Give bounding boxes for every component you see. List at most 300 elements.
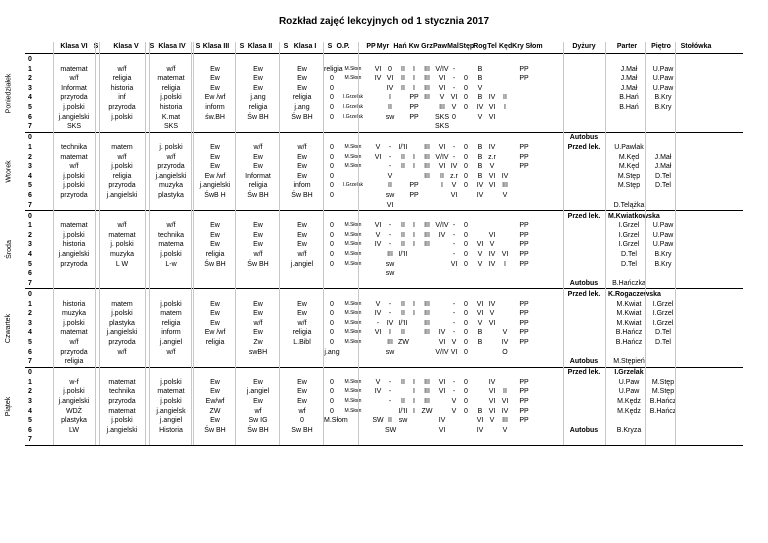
table-cell: [648, 269, 678, 278]
table-cell: [648, 122, 678, 131]
table-cell: 0: [464, 300, 468, 308]
table-cell: PP: [519, 222, 529, 230]
table-cell: B: [477, 75, 483, 83]
table-cell: Sw BH: [291, 426, 313, 434]
table-cell: [372, 103, 384, 112]
table-cell: [516, 103, 532, 112]
header-cell: Klasa II: [247, 43, 273, 50]
table-cell: w/f: [69, 75, 79, 83]
table-cell: w-f: [69, 378, 79, 386]
table-cell: wf: [298, 407, 306, 415]
table-cell: III: [424, 143, 430, 151]
table-cell: [499, 269, 511, 278]
table-cell: [486, 84, 498, 93]
header-cell: Kęd: [499, 43, 513, 50]
table-cell: [55, 212, 93, 221]
table-cell: w/f: [69, 163, 79, 171]
table-cell: [516, 172, 532, 181]
table-cell: 0: [330, 172, 334, 180]
table-cell: [516, 426, 532, 435]
table-cell: 0: [452, 113, 456, 121]
table-cell: [195, 122, 235, 131]
table-cell: B.Hańcz: [649, 407, 677, 415]
table-cell: [499, 122, 511, 131]
lesson-number: 4: [28, 251, 32, 258]
table-cell: [385, 407, 395, 416]
table-cell: IV: [488, 378, 496, 386]
table-cell: -: [452, 84, 456, 92]
table-cell: V: [477, 113, 483, 121]
lesson-number: 6: [28, 270, 32, 278]
header-cell: S: [195, 43, 201, 50]
table-cell: [460, 426, 472, 435]
table-cell: II: [388, 104, 392, 111]
header-cell: S: [283, 43, 289, 50]
table-cell: [195, 269, 235, 278]
lesson-number: 2: [28, 231, 32, 239]
table-cell: [150, 133, 192, 142]
table-cell: Ew: [210, 163, 220, 171]
table-cell: VI: [450, 348, 458, 356]
table-cell: [563, 300, 605, 309]
table-cell: [372, 338, 384, 347]
table-cell: -: [376, 319, 380, 327]
table-cell: -: [388, 241, 392, 249]
table-cell: [281, 435, 323, 444]
table-cell: 0: [464, 251, 468, 258]
table-cell: V/IV: [435, 153, 449, 161]
lesson-number: 5: [28, 104, 32, 111]
table-cell: [338, 279, 368, 288]
table-cell: -: [452, 222, 456, 230]
table-cell: Ew: [210, 378, 220, 386]
table-cell: [195, 201, 235, 210]
table-cell: B: [477, 407, 483, 415]
table-cell: -: [452, 231, 456, 239]
table-cell: [372, 279, 384, 288]
table-cell: [448, 435, 460, 444]
table-cell: [398, 260, 408, 269]
header-cell: Stęp: [459, 43, 475, 50]
table-cell: [421, 426, 433, 435]
table-cell: [372, 113, 384, 122]
table-cell: Ew: [297, 241, 307, 249]
lesson-number: 6: [28, 113, 32, 121]
table-cell: technika: [157, 231, 185, 239]
table-cell: PP: [519, 153, 529, 161]
table-cell: muzyka: [109, 251, 135, 258]
table-cell: [338, 172, 368, 181]
table-cell: [238, 133, 278, 142]
table-cell: I.Grzel: [652, 319, 674, 327]
table-cell: [499, 378, 511, 387]
table-cell: [648, 143, 678, 152]
table-cell: matemat: [60, 65, 88, 73]
table-cell: swBH: [248, 348, 268, 356]
table-cell: [338, 84, 368, 93]
lesson-number: 4: [28, 172, 32, 180]
table-cell: Ew: [253, 329, 263, 337]
column-divider: [95, 42, 96, 445]
table-cell: [563, 309, 605, 318]
table-cell: [338, 435, 368, 444]
table-cell: przyroda: [157, 163, 185, 171]
table-cell: III: [387, 251, 393, 258]
table-cell: D.Tel: [621, 260, 637, 268]
table-cell: [150, 368, 192, 377]
table-cell: VI: [501, 251, 509, 258]
table-cell: [55, 55, 93, 64]
table-cell: M.Słom: [344, 143, 362, 150]
table-cell: 0: [464, 310, 468, 318]
table-cell: Św BH: [204, 260, 226, 268]
table-cell: [372, 407, 384, 416]
table-cell: Ew /wf: [204, 172, 226, 180]
table-cell: Ew: [297, 163, 307, 171]
table-cell: [101, 133, 143, 142]
table-cell: [385, 55, 395, 64]
table-cell: historia: [159, 104, 183, 111]
table-cell: [474, 387, 486, 396]
table-cell: [101, 269, 143, 278]
table-cell: [474, 231, 486, 240]
table-cell: w/f: [166, 222, 176, 230]
column-divider: [235, 42, 236, 445]
table-cell: [421, 122, 433, 131]
table-cell: I/'II: [398, 251, 408, 258]
table-cell: [101, 357, 143, 366]
table-cell: [281, 348, 323, 357]
table-cell: I.Grzelak: [342, 104, 363, 110]
table-cell: [460, 65, 472, 74]
table-cell: B: [477, 143, 483, 151]
table-cell: w/f: [69, 338, 79, 346]
header-cell: Paw: [433, 43, 448, 50]
table-cell: II: [401, 310, 405, 318]
table-cell: [55, 279, 93, 288]
table-cell: inform: [205, 104, 225, 111]
table-cell: J.Mał: [620, 65, 638, 73]
table-cell: plastyka: [158, 191, 184, 199]
table-cell: VI: [488, 407, 496, 415]
table-cell: [563, 103, 605, 112]
table-cell: w/f: [297, 319, 307, 327]
table-cell: III: [424, 163, 430, 171]
table-cell: [195, 212, 235, 221]
table-cell: PP: [519, 251, 529, 258]
table-cell: [460, 357, 472, 366]
table-cell: VI: [438, 338, 446, 346]
table-cell: [238, 212, 278, 221]
table-cell: I: [413, 222, 415, 230]
lesson-number: 1: [28, 65, 32, 73]
header-cell: Rog: [473, 43, 487, 50]
table-cell: IV: [501, 172, 509, 180]
table-cell: M.Słom: [344, 388, 362, 395]
table-cell: VI: [438, 75, 446, 83]
table-cell: religia: [64, 358, 84, 366]
table-cell: III: [424, 153, 430, 161]
table-cell: PP: [409, 191, 419, 199]
table-cell: [398, 348, 408, 357]
table-cell: M.Słom: [344, 251, 362, 257]
table-cell: [563, 416, 605, 425]
table-cell: [499, 279, 511, 288]
table-cell: -: [452, 329, 456, 337]
table-cell: j.polski: [63, 182, 85, 190]
table-cell: PP: [519, 338, 529, 346]
table-cell: Ew: [297, 231, 307, 239]
lesson-number: 3: [28, 84, 32, 92]
table-cell: M.Słom: [344, 329, 362, 336]
table-cell: w/f: [166, 65, 176, 73]
table-cell: [421, 113, 433, 122]
table-cell: V/IV: [435, 348, 449, 356]
day-label: [3, 368, 15, 445]
table-cell: przyroda: [108, 398, 136, 405]
table-cell: religia: [112, 172, 132, 180]
table-cell: [238, 122, 278, 131]
table-cell: Historia: [159, 426, 183, 434]
table-cell: [385, 212, 395, 221]
table-cell: PP: [519, 407, 529, 415]
table-cell: II: [401, 398, 405, 405]
table-cell: M.Słom: [344, 260, 362, 267]
table-cell: [281, 133, 323, 142]
table-cell: [409, 416, 419, 425]
table-cell: [421, 212, 433, 221]
table-cell: j.polski: [111, 113, 133, 121]
table-cell: I.Grzel: [652, 300, 674, 308]
table-cell: VI: [488, 398, 496, 405]
table-cell: M.Słom: [344, 300, 362, 307]
table-cell: matem: [111, 143, 133, 151]
table-cell: 0: [464, 398, 468, 405]
table-cell: [372, 426, 384, 435]
table-cell: w/f: [117, 222, 127, 230]
header-cell: Hań: [393, 43, 407, 50]
lesson-number: 5: [28, 338, 32, 346]
table-cell: [563, 162, 605, 171]
table-cell: PP: [519, 241, 529, 249]
table-cell: [448, 55, 460, 64]
table-cell: [563, 240, 605, 249]
table-cell: D.Tel: [621, 251, 637, 258]
header-cell: PP: [366, 43, 376, 50]
table-cell: M.Stęp: [617, 172, 641, 180]
table-cell: [460, 416, 472, 425]
table-cell: PP: [409, 113, 419, 121]
table-cell: [648, 416, 678, 425]
table-cell: [608, 122, 650, 131]
table-cell: [516, 122, 532, 131]
table-cell: VI: [488, 172, 496, 180]
table-cell: matemat: [108, 231, 136, 239]
table-cell: [474, 201, 486, 210]
table-cell: sw: [385, 113, 395, 121]
table-cell: [460, 435, 472, 444]
table-cell: Sw IG: [248, 417, 268, 425]
table-cell: [474, 133, 486, 142]
table-cell: [372, 269, 384, 278]
table-cell: I.Grzel: [618, 231, 640, 239]
table-cell: II: [401, 153, 405, 161]
table-cell: j.angielski: [106, 426, 138, 434]
table-cell: [516, 181, 532, 190]
table-cell: -: [388, 378, 392, 386]
table-cell: SW: [385, 426, 397, 434]
table-cell: [448, 290, 460, 299]
table-cell: [338, 357, 368, 366]
table-cell: M.Słom: [344, 407, 362, 414]
table-cell: V: [387, 172, 393, 180]
table-cell: [238, 55, 278, 64]
day-label-text: Środa: [5, 240, 13, 260]
table-cell: U.Paw: [618, 388, 640, 396]
table-cell: 0: [330, 222, 334, 230]
table-cell: [516, 357, 532, 366]
table-cell: 0: [330, 94, 334, 102]
table-cell: [460, 113, 472, 122]
table-cell: [448, 201, 460, 210]
table-cell: I: [413, 75, 415, 83]
table-cell: [385, 122, 395, 131]
table-cell: [55, 435, 93, 444]
table-cell: [372, 201, 384, 210]
table-cell: Św BH: [247, 191, 269, 199]
table-cell: j.ang: [250, 94, 266, 102]
page-title: Rozkład zajęć lekcyjnych od 1 stycznia 2017: [278, 16, 490, 27]
table-cell: [385, 368, 395, 377]
table-cell: 0: [330, 163, 334, 171]
table-cell: -: [388, 398, 392, 405]
table-cell: V/IV: [435, 222, 449, 230]
table-cell: III: [424, 319, 430, 327]
table-cell: [608, 133, 650, 142]
table-cell: Ew: [297, 398, 307, 405]
table-cell: [398, 269, 408, 278]
table-cell: B.Hańcz: [649, 398, 677, 405]
table-cell: [338, 133, 368, 142]
table-cell: Ew: [297, 222, 307, 230]
table-cell: Informat: [61, 84, 87, 92]
table-cell: [101, 122, 143, 131]
table-cell: [460, 55, 472, 64]
table-cell: M.Stęp: [617, 182, 641, 190]
table-cell: [338, 201, 368, 210]
table-cell: Św BH: [247, 426, 269, 434]
table-cell: II: [401, 65, 405, 73]
table-cell: I: [413, 84, 415, 92]
table-cell: [195, 290, 235, 299]
table-cell: Przed lek.: [567, 369, 601, 377]
table-cell: Ew: [253, 222, 263, 230]
table-cell: [398, 181, 408, 190]
table-cell: [563, 435, 605, 444]
day-label: [3, 290, 15, 367]
table-cell: Autobus: [569, 426, 599, 434]
table-cell: M.Kwiat: [616, 319, 642, 327]
table-cell: j.polski: [63, 104, 85, 111]
table-cell: PP: [409, 94, 419, 102]
table-cell: [448, 122, 460, 131]
table-cell: religia: [324, 65, 343, 73]
table-cell: 0: [330, 378, 334, 386]
table-cell: Autobus: [569, 279, 599, 287]
table-cell: B: [477, 338, 483, 346]
table-cell: [195, 435, 235, 444]
table-cell: [474, 290, 486, 299]
table-cell: [372, 84, 384, 93]
table-cell: sw: [385, 270, 395, 278]
table-cell: IV: [438, 329, 446, 337]
table-cell: III: [424, 241, 430, 249]
table-cell: Ew: [210, 319, 220, 327]
table-cell: 0: [330, 398, 334, 405]
table-cell: 0: [464, 172, 468, 180]
table-cell: matemat: [157, 75, 185, 83]
table-cell: 0: [330, 338, 334, 346]
table-cell: [195, 348, 235, 357]
table-cell: III: [424, 310, 430, 318]
table-cell: U.Paw: [652, 75, 674, 83]
table-cell: [398, 133, 408, 142]
table-cell: M.Słom: [344, 378, 362, 385]
table-cell: M.Słom: [344, 310, 362, 317]
table-cell: [195, 368, 235, 377]
table-cell: [486, 212, 498, 221]
column-divider: [193, 42, 194, 445]
table-cell: II: [503, 94, 507, 102]
table-cell: historia: [62, 300, 86, 308]
table-cell: L-w: [165, 260, 177, 268]
table-cell: [474, 397, 486, 406]
table-cell: 0: [330, 75, 334, 83]
table-cell: matemat: [157, 388, 185, 396]
table-cell: religia: [248, 104, 268, 111]
table-cell: j.angiel: [159, 338, 183, 346]
table-cell: [409, 143, 419, 152]
table-cell: [372, 212, 384, 221]
table-cell: matem: [111, 300, 133, 308]
table-cell: VI: [476, 310, 484, 318]
table-cell: 0: [464, 329, 468, 337]
table-cell: I: [413, 65, 415, 73]
table-cell: [648, 426, 678, 435]
table-cell: [499, 133, 511, 142]
table-cell: 0: [330, 319, 334, 327]
table-cell: -: [388, 310, 392, 318]
table-cell: [563, 122, 605, 131]
table-cell: [409, 269, 419, 278]
table-cell: [398, 368, 408, 377]
table-cell: [150, 55, 192, 64]
table-cell: -: [388, 153, 392, 161]
table-cell: [563, 221, 605, 230]
table-cell: [398, 279, 408, 288]
table-cell: [648, 357, 678, 366]
table-cell: B.Hań: [619, 94, 639, 102]
table-cell: Ew: [297, 153, 307, 161]
table-cell: V: [451, 398, 457, 405]
day-label: [3, 133, 15, 210]
table-cell: 0: [464, 182, 468, 190]
table-cell: [648, 191, 678, 200]
table-cell: [563, 378, 605, 387]
table-cell: [421, 338, 433, 347]
table-cell: I: [389, 94, 391, 102]
table-cell: [409, 201, 419, 210]
